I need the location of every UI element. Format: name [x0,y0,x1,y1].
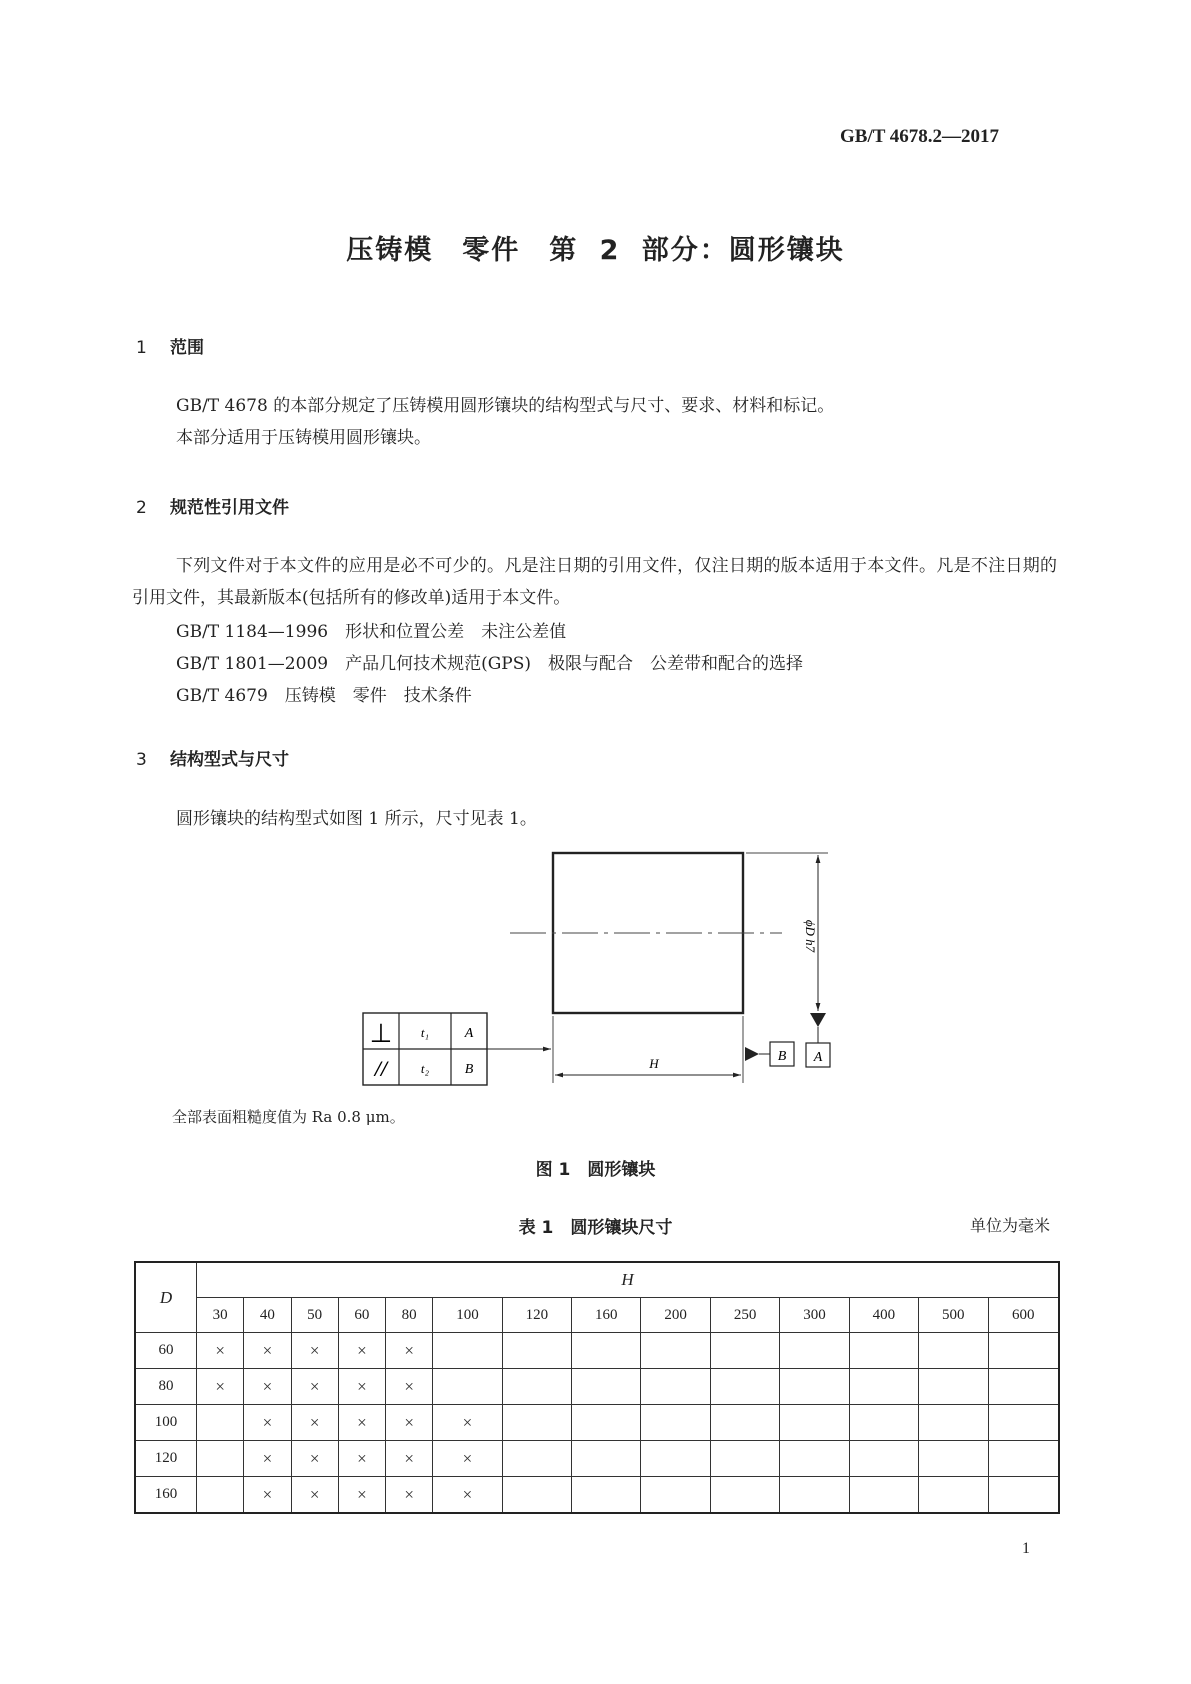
height-label: H [649,1056,659,1071]
paragraph: GB/T 4678 的本部分规定了压铸模用圆形镶块的结构型式与尺寸、要求、材料和标记。 [176,396,835,416]
table-cell: × [386,1441,433,1477]
table-cell [988,1477,1059,1514]
datum-triangle [745,1047,759,1061]
table-cell [849,1477,918,1514]
table-cell [988,1405,1059,1441]
column-header: 600 [988,1298,1059,1333]
row-d-value: 60 [135,1333,197,1369]
table-cell [572,1441,641,1477]
table-cell [919,1441,988,1477]
table-cell [710,1405,779,1441]
table-cell: × [244,1333,291,1369]
table-cell: × [386,1369,433,1405]
table-cell: × [244,1369,291,1405]
column-header: 200 [641,1298,710,1333]
table-cell [572,1369,641,1405]
tolerance-t2: t₂ [420,1061,430,1076]
row-header: D [135,1262,197,1333]
table-cell [710,1441,779,1477]
table-cell: × [244,1441,291,1477]
table-row [135,1405,1059,1441]
table-cell: × [338,1405,385,1441]
table-cell: × [338,1441,385,1477]
section-number: 1 [136,338,147,358]
column-header: 400 [849,1298,918,1333]
table-cell: × [386,1477,433,1514]
table-cell [710,1369,779,1405]
section-title: 范围 [170,338,204,358]
row-d-value: 80 [135,1369,197,1405]
datum-triangle [810,1013,826,1027]
datum-b-label: B [777,1049,787,1064]
column-header: 250 [710,1298,779,1333]
frame-datum-a: A [464,1026,474,1041]
document-title: 压铸模 零件 第 2 部分：圆形镶块 [346,235,845,266]
table-cell [433,1333,502,1369]
table-cell [919,1477,988,1514]
table-caption: 表 1 圆形镶块尺寸 [518,1218,673,1238]
row-d-value: 120 [135,1441,197,1477]
table-cell [849,1333,918,1369]
table-cell [641,1333,710,1369]
table-cell: × [338,1369,385,1405]
table-cell: × [386,1333,433,1369]
paragraph: 本部分适用于压铸模用圆形镶块。 [176,428,431,448]
table-cell [780,1333,849,1369]
table-cell: × [197,1369,244,1405]
table-row [135,1477,1059,1514]
unit-label: 单位为毫米 [970,1216,1051,1235]
table-cell: × [386,1405,433,1441]
standard-number: GB/T 4678.2—2017 [840,126,1000,147]
figure-caption: 图 1 圆形镶块 [535,1160,656,1180]
column-group-header: H [197,1262,1060,1298]
column-header: 120 [502,1298,571,1333]
table-cell [919,1405,988,1441]
section-title: 结构型式与尺寸 [170,750,289,770]
table-cell [849,1405,918,1441]
table-cell [641,1441,710,1477]
table-cell [710,1477,779,1514]
dimension-table [134,1261,1060,1514]
table-cell [502,1405,571,1441]
tolerance-t1: t₁ [420,1025,430,1040]
table-cell: × [291,1369,338,1405]
table-cell [988,1441,1059,1477]
table-cell [849,1441,918,1477]
page-number: 1 [1022,1540,1030,1557]
paragraph: 圆形镶块的结构型式如图 1 所示，尺寸见表 1。 [176,809,537,829]
table-cell [572,1405,641,1441]
column-header: 300 [780,1298,849,1333]
surface-roughness-note: 全部表面粗糙度值为 Ra 0.8 μm。 [172,1108,405,1126]
table-cell [780,1369,849,1405]
table-cell [502,1441,571,1477]
table-cell: × [338,1477,385,1514]
row-d-value: 160 [135,1477,197,1514]
column-header: 160 [572,1298,641,1333]
table-cell [641,1477,710,1514]
table-cell: × [291,1441,338,1477]
reference-item: GB/T 1801—2009 产品几何技术规范(GPS) 极限与配合 公差带和配合的选择 [176,654,803,674]
column-header: 30 [197,1298,244,1333]
column-header: 40 [244,1298,291,1333]
table-cell: × [244,1405,291,1441]
table-cell [919,1333,988,1369]
table-cell [780,1441,849,1477]
diameter-label: ϕD h7 [803,919,818,953]
table-cell: × [433,1441,502,1477]
table-cell [433,1369,502,1405]
table-cell [710,1333,779,1369]
section-number: 2 [136,498,147,518]
column-header: 80 [386,1298,433,1333]
table-cell: × [433,1405,502,1441]
table-cell [502,1477,571,1514]
table-cell [197,1405,244,1441]
paragraph: 下列文件对于本文件的应用是必不可少的。凡是注日期的引用文件，仅注日期的版本适用于本文件。凡是不注日期的引用文件，其最新版本(包括所有的修改单)适用于本文件。 [132,556,1057,608]
section-number: 3 [136,750,147,770]
table-cell: × [291,1477,338,1514]
table-cell: × [433,1477,502,1514]
table-cell: × [197,1333,244,1369]
table-cell [919,1369,988,1405]
table-cell [641,1369,710,1405]
reference-item: GB/T 4679 压铸模 零件 技术条件 [176,686,472,706]
table-cell: × [291,1333,338,1369]
table-row [135,1441,1059,1477]
table-cell [502,1333,571,1369]
parallelism-symbol: // [374,1056,388,1081]
table-row [135,1369,1059,1405]
row-d-value: 100 [135,1405,197,1441]
table-cell [197,1441,244,1477]
table-cell: × [338,1333,385,1369]
table-cell [780,1405,849,1441]
table-cell [572,1477,641,1514]
table-cell [988,1333,1059,1369]
table-cell [641,1405,710,1441]
table-cell [780,1477,849,1514]
section-title: 规范性引用文件 [170,498,289,518]
column-header: 60 [338,1298,385,1333]
column-header: 100 [433,1298,502,1333]
table-cell [502,1369,571,1405]
table-cell [197,1477,244,1514]
column-header: 50 [291,1298,338,1333]
datum-a-label: A [813,1050,823,1065]
table-cell [988,1369,1059,1405]
table-cell: × [244,1477,291,1514]
frame-datum-b: B [464,1062,474,1077]
table-row [135,1333,1059,1369]
reference-item: GB/T 1184—1996 形状和位置公差 未注公差值 [176,622,567,642]
table-cell [849,1369,918,1405]
table-cell [572,1333,641,1369]
column-header: 500 [919,1298,988,1333]
table-cell: × [291,1405,338,1441]
perpendicularity-symbol: ⊥ [369,1019,393,1048]
